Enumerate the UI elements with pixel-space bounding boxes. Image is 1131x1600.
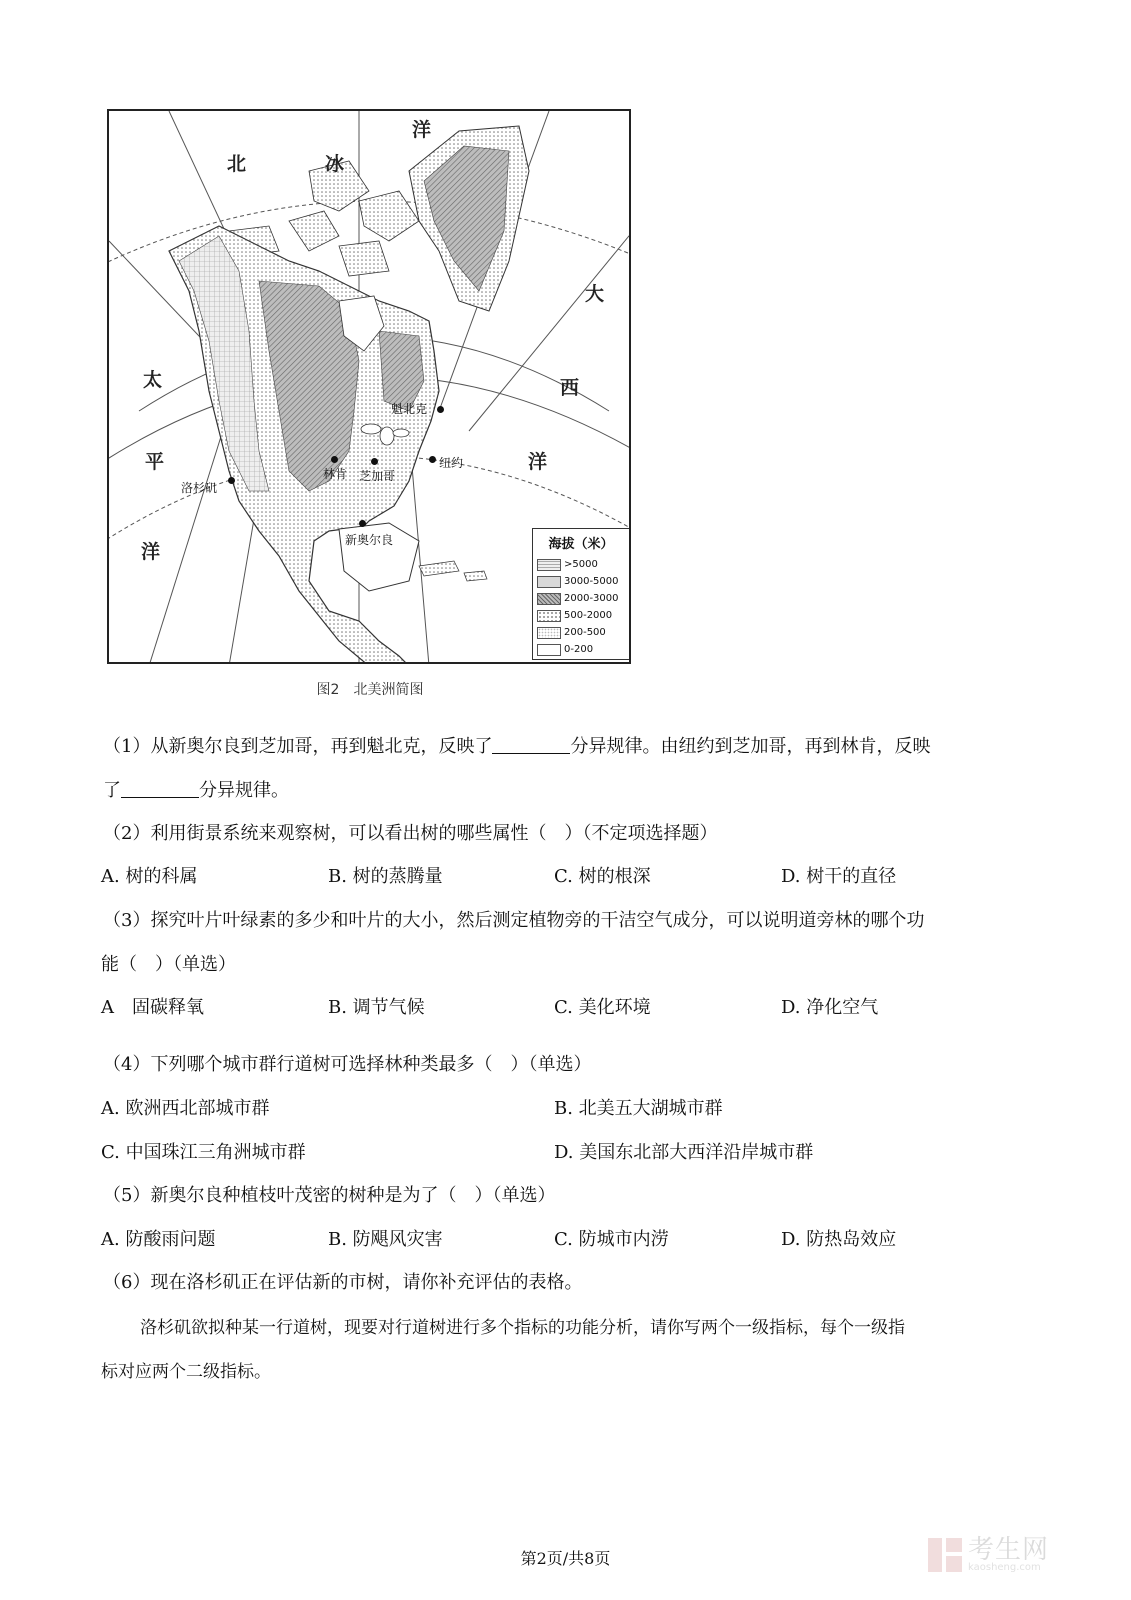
- city-dot-newyork: [429, 456, 436, 463]
- q3-option-d: D. 净化空气: [781, 997, 879, 1018]
- q5-option-c: C. 防城市内涝: [554, 1229, 669, 1250]
- city-label-quebec: 魁北克: [391, 402, 428, 416]
- legend-label: 500-2000: [564, 610, 613, 621]
- legend-label: 3000-5000: [564, 576, 619, 587]
- q2-option-c: C. 树的根深: [554, 866, 651, 887]
- city-dot-chicago: [371, 458, 378, 465]
- ocean-label-yang-pacific: 洋: [141, 541, 161, 563]
- city-label-losangeles: 洛杉矶: [181, 481, 218, 495]
- legend-row: [533, 573, 629, 590]
- legend-row: [533, 556, 629, 573]
- legend-swatch: [537, 593, 561, 605]
- ocean-label-bei: 北: [227, 153, 247, 175]
- city-label-chicago: 芝加哥: [359, 469, 396, 483]
- q3-stem-2: 能（ ）（单选）: [101, 954, 236, 975]
- ocean-label-xi: 西: [560, 377, 580, 399]
- watermark-cn: 考生网: [968, 1535, 1050, 1565]
- q3-option-a: A 固碳释氧: [101, 997, 204, 1018]
- legend-row: [533, 624, 629, 641]
- city-label-lincoln: 林肯: [323, 467, 348, 481]
- ocean-label-bing: 冰: [325, 153, 345, 175]
- legend-swatch: [537, 576, 561, 588]
- legend-row: [533, 590, 629, 607]
- q6-para-1: 洛杉矶欲拟种某一行道树，现要对行道树进行多个指标的功能分析，请你写两个一级指标，每个一级指: [140, 1318, 905, 1338]
- city-dot-neworleans: [359, 520, 366, 527]
- ocean-label-tai: 太: [143, 369, 163, 391]
- q1-line-2: [103, 778, 289, 804]
- q4-option-c: C. 中国珠江三角洲城市群: [101, 1142, 306, 1163]
- city-dot-quebec: [437, 406, 444, 413]
- legend-label: >5000: [564, 559, 598, 570]
- page-number: 第2页/共8页: [520, 1549, 611, 1568]
- q5-option-b: B. 防飓风灾害: [328, 1229, 443, 1250]
- ocean-label-yang-atlantic: 洋: [528, 451, 548, 473]
- q1-text-4: 分异规律。: [199, 780, 289, 801]
- q5-stem: （5）新奥尔良种植枝叶茂密的树种是为了（ ）（单选）: [103, 1185, 556, 1206]
- legend-label: 2000-3000: [564, 593, 619, 604]
- city-dot-lincoln: [331, 456, 338, 463]
- legend-label: 200-500: [564, 627, 606, 638]
- kaosheng-watermark: [928, 1535, 1098, 1575]
- q6-stem: （6）现在洛杉矶正在评估新的市树，请你补充评估的表格。: [103, 1272, 583, 1293]
- city-dot-losangeles: [228, 477, 235, 484]
- q1-blank-1[interactable]: [492, 735, 570, 754]
- legend-row: [533, 641, 629, 658]
- ocean-label-yang-arctic: 洋: [412, 119, 432, 141]
- legend-swatch: [537, 644, 561, 656]
- q1-line-1: [103, 734, 930, 760]
- city-label-newyork: 纽约: [439, 456, 464, 470]
- q5-option-a: A. 防酸雨问题: [101, 1229, 216, 1250]
- legend-swatch: [537, 559, 561, 571]
- city-label-neworleans: 新奥尔良: [345, 533, 394, 547]
- legend-label: 0-200: [564, 644, 594, 655]
- q3-stem-1: （3）探究叶片叶绿素的多少和叶片的大小，然后测定植物旁的干洁空气成分，可以说明道旁林的哪个功: [103, 910, 925, 931]
- legend-title: 海拔（米）: [548, 537, 614, 552]
- elevation-legend: [532, 528, 630, 660]
- q2-stem: （2）利用街景系统来观察树，可以看出树的哪些属性（ ）（不定项选择题）: [103, 823, 718, 844]
- ocean-label-da: 大: [585, 283, 605, 305]
- legend-row: [533, 607, 629, 624]
- q2-option-a: A. 树的科属: [101, 866, 198, 887]
- q4-stem: （4）下列哪个城市群行道树可选择林种类最多（ ）（单选）: [103, 1054, 592, 1075]
- q5-option-d: D. 防热岛效应: [781, 1229, 897, 1250]
- q4-option-d: D. 美国东北部大西洋沿岸城市群: [554, 1142, 814, 1163]
- ocean-label-ping: 平: [145, 451, 165, 473]
- map-caption: 图2 北美洲简图: [316, 682, 424, 698]
- q6-para-2: 标对应两个二级指标。: [101, 1362, 271, 1382]
- legend-swatch: [537, 610, 561, 622]
- q2-option-b: B. 树的蒸腾量: [328, 866, 443, 887]
- watermark-en: kaosheng.com: [968, 1562, 1041, 1573]
- legend-swatch: [537, 627, 561, 639]
- q1-text-2: 分异规律。由纽约到芝加哥，再到林肯，反映: [570, 736, 931, 757]
- q3-option-c: C. 美化环境: [554, 997, 651, 1018]
- q3-option-b: B. 调节气候: [328, 997, 425, 1018]
- q4-option-a: A. 欧洲西北部城市群: [101, 1098, 270, 1119]
- kaosheng-logo-icon: [928, 1538, 962, 1572]
- q2-option-d: D. 树干的直径: [781, 866, 897, 887]
- q1-text-3: 了: [103, 780, 121, 801]
- q1-blank-2[interactable]: [121, 779, 199, 798]
- q4-option-b: B. 北美五大湖城市群: [554, 1098, 723, 1119]
- q1-text-1: （1）从新奥尔良到芝加哥，再到魁北克，反映了: [103, 736, 493, 757]
- north-america-map: [107, 109, 631, 664]
